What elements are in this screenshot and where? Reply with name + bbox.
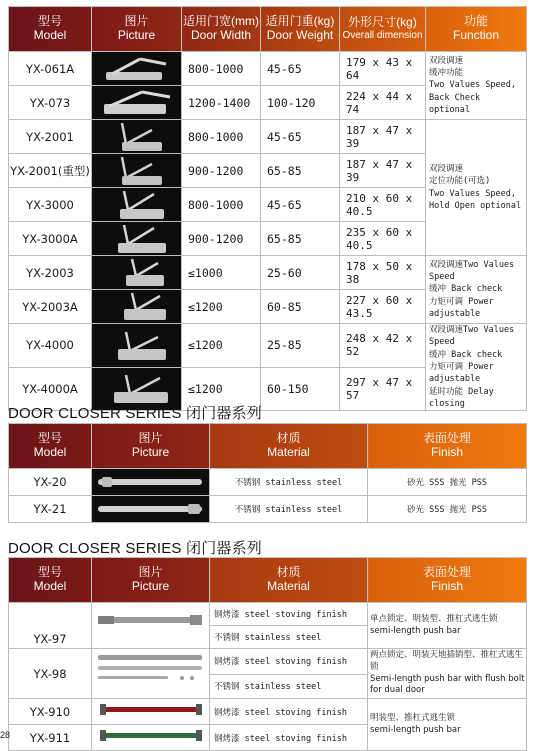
material-cell: 不锈钢 stainless steel: [210, 469, 368, 496]
dimension-cell: 235 x 60 x 40.5: [340, 222, 426, 256]
model-cell: YX-2003A: [9, 290, 92, 324]
product-image: [92, 154, 182, 188]
table-row: [9, 52, 527, 86]
header-model: 型号 Model: [9, 424, 92, 469]
product-image: [92, 120, 182, 154]
model-cell: YX-4000: [9, 324, 92, 368]
model-cell: YX-3000: [9, 188, 92, 222]
dimension-cell: 179 x 43 x 64: [340, 52, 426, 86]
header-dimension: 外形尺寸(kg) Overall dimension: [340, 7, 426, 52]
header-material: 材质 Material: [210, 558, 368, 603]
door-width-cell: ≤1200: [182, 367, 261, 411]
product-image: [92, 256, 182, 290]
material-cell: 钢烤漆 steel stoving finish: [210, 725, 368, 751]
function-cell: 双段调速 定位功能(可选) Two Values Speed, Hold Open optional: [426, 120, 527, 256]
table-row: [9, 256, 527, 290]
door-width-cell: 900-1200: [182, 222, 261, 256]
product-image: [92, 649, 210, 699]
door-width-cell: 1200-1400: [182, 86, 261, 120]
material-cell: 钢烤漆 steel stoving finish: [210, 699, 368, 725]
model-cell: YX-3000A: [9, 222, 92, 256]
door-weight-cell: 65-85: [261, 222, 340, 256]
product-image: [92, 496, 210, 523]
table-row: [9, 496, 527, 523]
finish-cell: 砂光 SSS 抛光 PSS: [368, 496, 527, 523]
door-weight-cell: 45-65: [261, 120, 340, 154]
finish-cell: 两点锁定、明装天地插销型、推杠式逃生锁 Semi-length push bar with flush bolt for dual door: [368, 649, 527, 699]
panic-bar-table: [8, 557, 527, 751]
dimension-cell: 227 x 60 x 43.5: [340, 290, 426, 324]
dimension-cell: 297 x 47 x 57: [340, 367, 426, 411]
material-cell: 钢烤漆 steel stoving finish: [210, 603, 368, 626]
header-function: 功能 Function: [426, 7, 527, 52]
product-image: [92, 603, 210, 649]
material-cell: 不锈钢 stainless steel: [210, 496, 368, 523]
dimension-cell: 248 x 42 x 52: [340, 324, 426, 368]
table-row: [9, 324, 527, 368]
door-closer-spec-table: [8, 6, 527, 411]
door-width-cell: ≤1200: [182, 324, 261, 368]
dimension-cell: 187 x 47 x 39: [340, 120, 426, 154]
model-cell: YX-2001: [9, 120, 92, 154]
table-row: [9, 649, 527, 675]
door-weight-cell: 45-65: [261, 188, 340, 222]
header-model: 型号 Model: [9, 7, 92, 52]
header-picture: 图片 Picture: [92, 7, 182, 52]
product-image: [92, 86, 182, 120]
material-cell: 不锈钢 stainless steel: [210, 626, 368, 649]
model-cell: YX-061A: [9, 52, 92, 86]
dimension-cell: 224 x 44 x 74: [340, 86, 426, 120]
door-weight-cell: 25-60: [261, 256, 340, 290]
model-cell: YX-97: [9, 603, 92, 649]
door-width-cell: 900-1200: [182, 154, 261, 188]
section-title: DOOR CLOSER SERIES 闭门器系列: [8, 405, 263, 422]
header-model: 型号 Model: [9, 558, 92, 603]
dimension-cell: 210 x 60 x 40.5: [340, 188, 426, 222]
header-finish: 表面处理 Finish: [368, 558, 527, 603]
door-weight-cell: 65-85: [261, 154, 340, 188]
model-cell: YX-20: [9, 469, 92, 496]
product-image: [92, 699, 210, 725]
door-weight-cell: 60-85: [261, 290, 340, 324]
finish-cell: 砂光 SSS 抛光 PSS: [368, 469, 527, 496]
push-bar-table: [8, 423, 527, 523]
door-weight-cell: 60-150: [261, 367, 340, 411]
door-width-cell: 800-1000: [182, 52, 261, 86]
model-cell: YX-2001(重型): [9, 154, 92, 188]
table-row: [9, 469, 527, 496]
model-cell: YX-2003: [9, 256, 92, 290]
section-title: DOOR CLOSER SERIES 闭门器系列: [8, 540, 263, 557]
product-image: [92, 469, 210, 496]
header-door-width: 适用门宽(mm) Door Width: [182, 7, 261, 52]
function-cell: 双段调速 缓冲功能 Two Values Speed, Back Check optional: [426, 52, 527, 120]
table-row: [9, 603, 527, 626]
product-image: [92, 188, 182, 222]
table-row: [9, 699, 527, 725]
table-row: [9, 120, 527, 154]
door-width-cell: 800-1000: [182, 188, 261, 222]
door-weight-cell: 100-120: [261, 86, 340, 120]
header-picture: 图片 Picture: [92, 558, 210, 603]
finish-cell: 明装型、推杠式逃生锁 semi-length push bar: [368, 699, 527, 751]
model-cell: YX-911: [9, 725, 92, 751]
product-image: [92, 324, 182, 368]
model-cell: YX-910: [9, 699, 92, 725]
model-cell: YX-4000A: [9, 367, 92, 411]
model-cell: YX-21: [9, 496, 92, 523]
door-width-cell: ≤1200: [182, 290, 261, 324]
function-cell: 双段调速Two Values Speed 缓冲 Back check 力矩可调 Power adjustable: [426, 256, 527, 324]
product-image: [92, 725, 210, 751]
model-cell: YX-98: [9, 649, 92, 699]
door-width-cell: 800-1000: [182, 120, 261, 154]
door-weight-cell: 25-85: [261, 324, 340, 368]
model-cell: YX-073: [9, 86, 92, 120]
header-picture: 图片 Picture: [92, 424, 210, 469]
page-number: 28: [0, 730, 11, 740]
dimension-cell: 178 x 50 x 38: [340, 256, 426, 290]
function-cell: 双段调速Two Values Speed 缓冲 Back check 力矩可调 Power adjustable 延时功能 Delay closing: [426, 324, 527, 411]
door-weight-cell: 45-65: [261, 52, 340, 86]
dimension-cell: 187 x 47 x 39: [340, 154, 426, 188]
door-width-cell: ≤1000: [182, 256, 261, 290]
header-finish: 表面处理 Finish: [368, 424, 527, 469]
material-cell: 钢烤漆 steel stoving finish: [210, 649, 368, 675]
product-image: [92, 290, 182, 324]
product-image: [92, 222, 182, 256]
material-cell: 不锈钢 stainless steel: [210, 674, 368, 698]
product-image: [92, 52, 182, 86]
finish-cell: 单点锁定、明装型、推杠式逃生锁 semi-length push bar: [368, 603, 527, 649]
header-door-weight: 适用门重(kg) Door Weight: [261, 7, 340, 52]
header-material: 材质 Material: [210, 424, 368, 469]
